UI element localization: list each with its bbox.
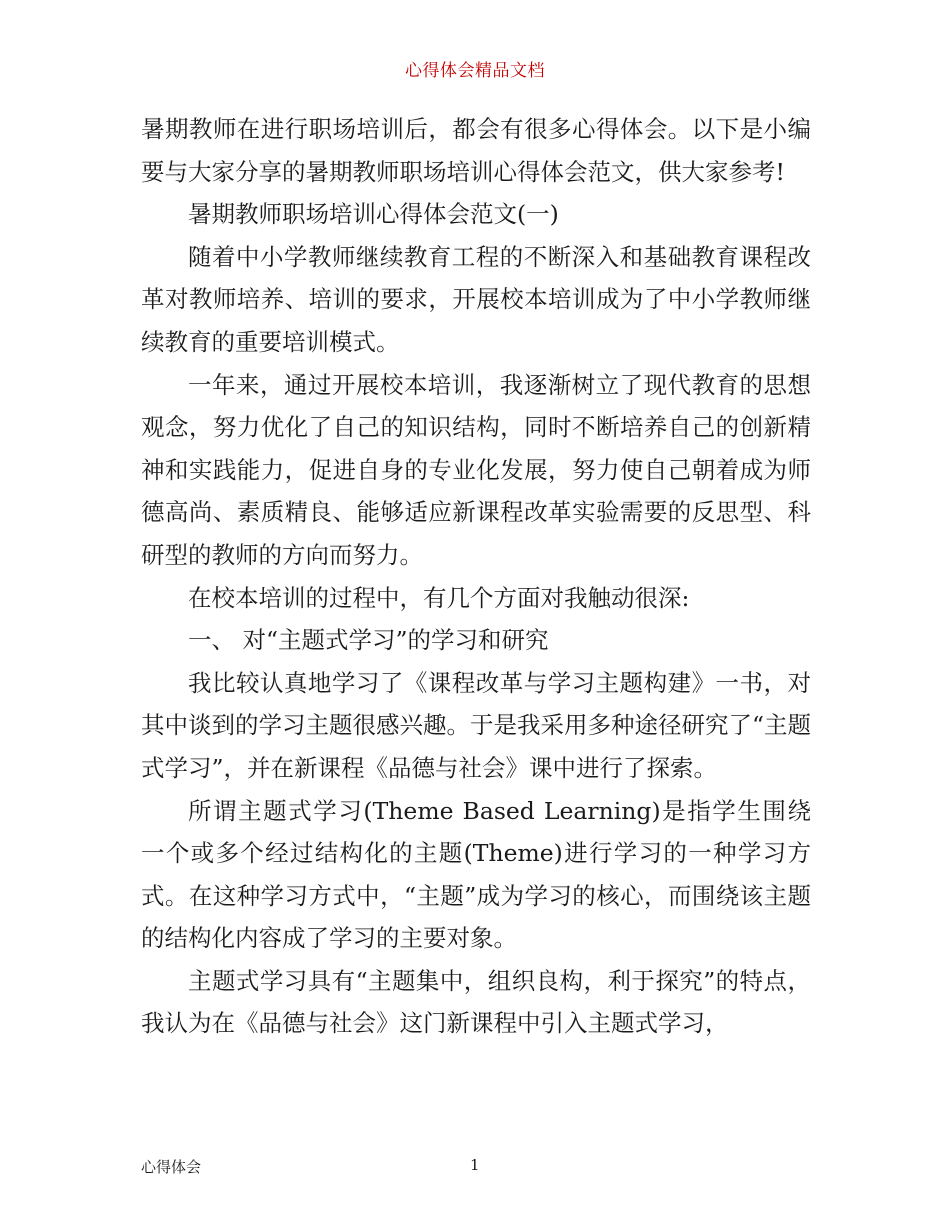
page-header-title: 心得体会精品文档 <box>405 61 545 81</box>
body-paragraph: 所谓主题式学习(Theme Based Learning)是指学生围绕一个或多个经过结构化的主题(Theme)进行学习的一种学习方式。在这种学习方式中，“主题”成为学习的核心，而围绕该主题的结构化内容成了学习的主要对象。 <box>141 796 811 953</box>
body-paragraph: 主题式学习具有“主题集中，组织良构，利于探究”的特点，我认为在《品德与社会》这门新课程中引入主题式学习， <box>141 966 811 1038</box>
body-paragraph: 随着中小学教师继续教育工程的不断深入和基础教育课程改革对教师培养、培训的要求，开展校本培训成为了中小学教师继续教育的重要培训模式。 <box>141 242 811 356</box>
footer-label: 心得体会 <box>141 1158 202 1176</box>
section-heading: 暑期教师职场培训心得体会范文(一) <box>188 200 559 229</box>
body-paragraph: 一年来，通过开展校本培训，我逐渐树立了现代教育的思想观念，努力优化了自己的知识结构，同时不断培养自己的创新精神和实践能力，促进自身的专业化发展，努力使自己朝着成为师德高尚、素质精良、能够适应新课程改革实验需要的反思型、科研型的教师的方向而努力。 <box>141 370 811 569</box>
intro-paragraph: 暑期教师在进行职场培训后，都会有很多心得体会。以下是小编要与大家分享的暑期教师职场培训心得体会范文，供大家参考! <box>141 115 811 186</box>
body-paragraph: 我比较认真地学习了《课程改革与学习主题构建》一书，对其中谈到的学习主题很感兴趣。于是我采用多种途径研究了“主题式学习”，并在新课程《品德与社会》课中进行了探索。 <box>141 668 812 782</box>
subsection-heading: 一、 对“主题式学习”的学习和研究 <box>188 626 549 655</box>
page-number: 1 <box>470 1156 480 1174</box>
document-body <box>141 108 811 1045</box>
body-paragraph: 在校本培训的过程中，有几个方面对我触动很深: <box>188 583 690 612</box>
